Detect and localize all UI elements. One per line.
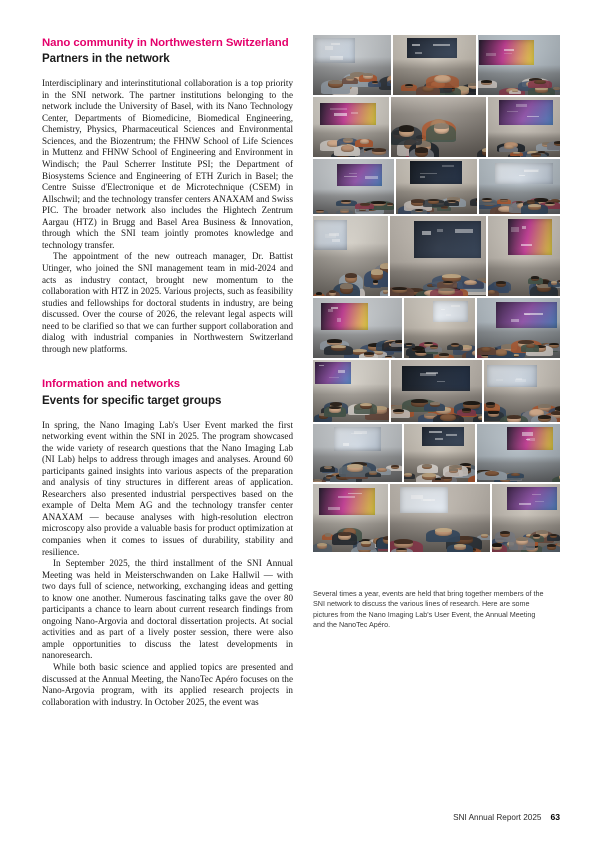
photo-row [313,298,560,358]
photo-row [313,424,560,482]
section-divider [42,355,293,377]
photo [477,298,560,358]
photo-vignette [477,298,560,358]
photo-vignette [390,484,489,552]
photo-row [313,360,560,422]
photo-vignette [313,298,402,358]
photo-row [313,97,560,157]
photo [492,484,560,552]
footer-source: SNI Annual Report 2025 [453,813,542,822]
photo [313,35,391,95]
photo [391,97,486,157]
photo-vignette [313,424,402,482]
photo-row [313,484,560,552]
photo [313,360,389,422]
photo-collage [313,35,560,552]
photo [404,298,475,358]
photo [313,97,389,157]
photo-vignette [391,360,482,422]
text-column [42,36,293,708]
article-one-subhead: Partners in the network [42,52,170,66]
photo-vignette [313,360,389,422]
article-one-paragraph-2: The appointment of the new outreach manager, Dr. Battist Utinger, who joined the SNI management team in mid-2024 and acts as industry contact, brought new momentum to the collaboration with HTZ in 2025. Various projects, such as feasibility studies and fellowships for doctoral students in industry, are being discussed. Over the course of 2026, the relevant legal aspects will need to be clarified so that we can further support collaboration and dialog with industrial companies in Northwestern Switzerland through new platforms. [42,251,293,354]
page-footer [453,812,560,822]
footer-page-number: 63 [550,812,560,822]
photo [488,97,560,157]
photo-vignette [479,159,560,214]
photo [477,424,560,482]
article-one-kicker: Nano community in Northwestern Switzerland [42,37,289,49]
photo-vignette [313,159,394,214]
photo-vignette [396,159,477,214]
photo-vignette [477,424,560,482]
photo-vignette [390,216,486,296]
photo [393,35,475,95]
article-two-paragraph-3: While both basic science and applied topics are presented and discussed at the Annual Meeting, the NanoTec Apéro focuses on the Nano-Argovia program, with its applied research projects in collaboration with industry. In October 2025, the event was [42,662,293,707]
photo-vignette [404,424,475,482]
photo [479,159,560,214]
photo-vignette [478,35,560,95]
photo-vignette [404,298,475,358]
photo-grid [313,35,560,552]
photo [313,424,402,482]
photo [404,424,475,482]
photo [396,159,477,214]
photo-row [313,216,560,296]
photo [313,216,388,296]
photo [484,360,560,422]
photo-row [313,35,560,95]
article-two-subhead: Events for specific target groups [42,393,222,407]
photo-vignette [492,484,560,552]
article-two-kicker: Information and networks [42,378,181,391]
photo [390,484,489,552]
photo-vignette [313,484,388,552]
photo-vignette [391,97,486,157]
photo-vignette [488,216,560,296]
photo [488,216,560,296]
photo [313,484,388,552]
photo [390,216,486,296]
photo-vignette [393,35,475,95]
photo-vignette [313,97,389,157]
photo [478,35,560,95]
photo [391,360,482,422]
photo-vignette [484,360,560,422]
photo [313,159,394,214]
article-two-paragraph-2: In September 2025, the third installment of the SNI Annual Meeting was held in Meisterschwanden on Lake Hallwil — with two days full of science, networking, exchanging ideas and getting to know one another. Numerous fascinating talks gave the over 80 participants a chance to learn about current research findings from ongoing Nano-Argovia and doctoral dissertation projects. At social activities and as part of a lively poster session, there were also ample opportunities to discuss the latest developments in nanoresearch. [42,558,293,661]
photo [313,298,402,358]
photo-vignette [313,216,388,296]
photo-vignette [488,97,560,157]
photo-row [313,159,560,214]
photo-caption: Several times a year, events are held that bring together members of the SNI network to discuss the various lines of research. Here are some pictures from the Nano Imaging Lab's User Event, the Annual Meeting and the NanoTec Apéro. [313,589,544,630]
article-two-paragraph-1: In spring, the Nano Imaging Lab's User Event marked the first networking event within the SNI in 2025. The program showcased the wide variety of research questions that the Nano Imaging Lab (NI Lab) helps to address through images and analyses. Around 60 participants gained insights into various aspects of the preparation and analysis of tiny structures in different areas of application. Researchers also presented industrial perspectives based on the example of Delta Mem AG and the technology transfer center ANAXAM — because analyses with high-resolution electron microscopy also provide a valuable basis for product optimization at companies when it comes to issues of durability, stability and resilience. [42,419,293,557]
photo-vignette [313,35,391,95]
article-one-paragraph-1: Interdisciplinary and interinstitutional collaboration is a top priority in the SNI network. The partner institutions belonging to the network include the University of Basel, with its Nano Technology Center, Departments of Biomedicine, Biomedical Engineering, Chemistry, Physics, Pharmaceutical Sciences and Environmental Sciences, and the Biozentrum; the FHNW School of Life Sciences in Muttenz and FHNW School of Engineering and Environment in Windisch; the Paul Scherrer Institute PSI; the Department of Biosystems Science and Engineering of ETH Zurich in Basel; the Centre Suisse d'Electronique et de Microtechnique (CSEM) in Allschwil; and the technology transfer centers ANAXAM and Swiss PIC. The broader network also includes the Hightech Zentrum Aargau (HTZ) in Brugg and Basel Area Business & Innovation, through which the SNI team jointly promotes knowledge and technology transfer. [42,78,293,250]
